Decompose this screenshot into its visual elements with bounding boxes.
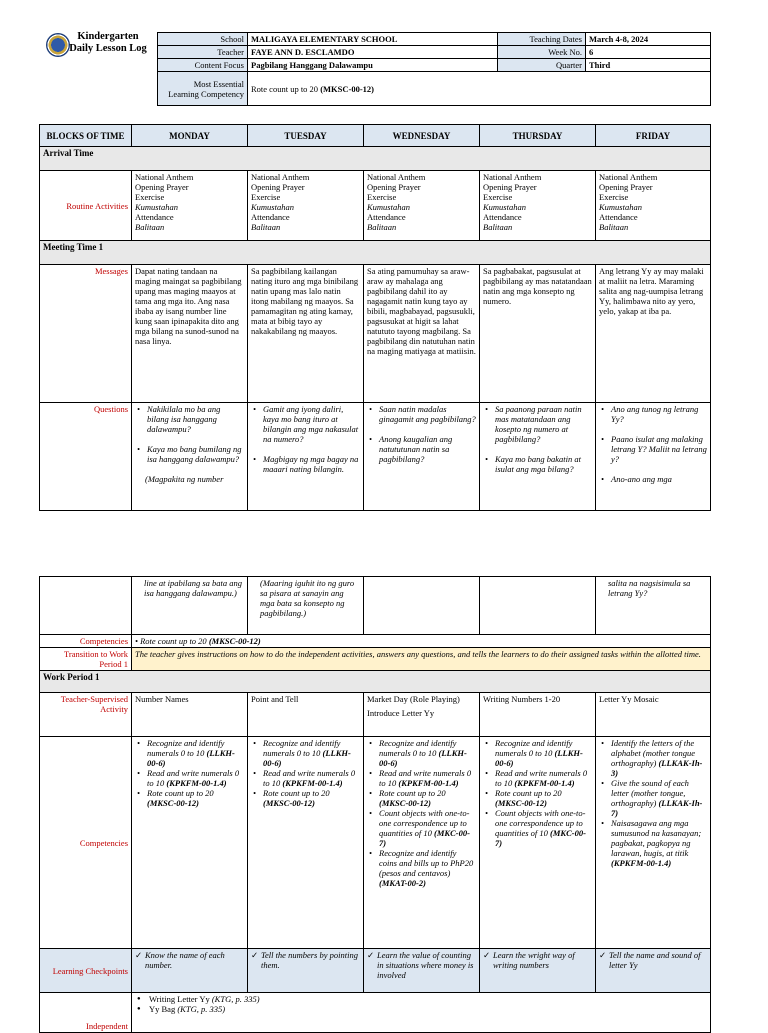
activity-friday: Letter Yy Mosaic — [596, 693, 711, 737]
question-item: • Anong kaugalian ang natututunan natin sa pagbibilang? — [377, 434, 476, 464]
checkpoint-friday — [596, 949, 711, 993]
routine-item: Attendance — [251, 212, 290, 222]
competency-text: Recognize and identify numerals 0 to 10 — [495, 738, 573, 758]
message-tuesday: Sa pagbibilang kailangan nating ituro ang mga binibilang natin upang mas lalo natin itong mabilang ng maayos. Sa pamamagitan ng ating kamay, mata at bibig tayo ay nakakabilang ng maayos. — [248, 265, 364, 403]
routine-item: Exercise — [135, 192, 165, 202]
competency-code: (KPKFM-00-1.4) — [166, 778, 227, 788]
daily-schedule-table-continued — [39, 576, 711, 1033]
competency-code: (MKAT-00-2) — [379, 878, 426, 888]
competency-text: Rote count up to 20 — [147, 788, 214, 798]
questions-wednesday — [364, 403, 480, 511]
teacher-supervised-label: Teacher-Supervised Activity — [40, 693, 132, 737]
routine-item: Opening Prayer — [135, 182, 189, 192]
checkpoint-tuesday — [248, 949, 364, 993]
competency-item — [377, 808, 476, 848]
routine-item: National Anthem — [251, 172, 310, 182]
activity-title: Market Day (Role Playing) — [367, 694, 460, 704]
competencies-label: Competencies — [40, 635, 132, 648]
competency-item — [261, 738, 360, 768]
competency-text: Count objects with one-to-one correspondence up to quantities of 10 — [379, 808, 470, 838]
questions-friday — [596, 403, 711, 511]
continued-wednesday — [364, 577, 480, 635]
mec-text: Rote count up to 20 — [251, 83, 321, 94]
independent-activities — [132, 993, 711, 1033]
competency-code: (LLKH-00-6) — [147, 748, 235, 768]
competency-text: Read and write numerals 0 to 10 — [147, 768, 240, 788]
question-item: • Kaya mo bang bumilang ng isa hanggang dalawampu? — [145, 444, 244, 464]
independent-item — [149, 994, 707, 1004]
continued-friday: salita na nagsisimula sa letrang Yy? — [596, 577, 711, 635]
competency-text: Recognize and identify numerals 0 to 10 — [263, 738, 341, 758]
activity-thursday: Writing Numbers 1-20 — [480, 693, 596, 737]
routine-cell-monday — [132, 171, 248, 241]
quarter-value: Third — [586, 59, 711, 72]
competency-code: (KPKFM-00-1.4) — [611, 858, 672, 868]
independent-ref: (KTG, p. 335) — [211, 994, 260, 1004]
competency-text: Identify the letters of the alphabet (mother tongue orthography) — [611, 738, 696, 768]
section-arrival-time: Arrival Time — [40, 147, 711, 171]
message-thursday: Sa pagbabakat, pagsusulat at pagbibilang ay mas natatandaan natin ang mga konsepto ng numero. — [480, 265, 596, 403]
teacher-label: Teacher — [158, 46, 248, 59]
title-line-2: Daily Lesson Log — [69, 43, 147, 54]
messages-label: Messages — [40, 265, 132, 403]
mec-value — [248, 72, 711, 106]
competency-code: (MKC-00-7) — [379, 828, 470, 848]
competency-code: (MKSC-00-12) — [379, 798, 431, 808]
routine-item: National Anthem — [135, 172, 194, 182]
message-monday: Dapat nating tandaan na maging maingat sa pagbibilang upang mas maging maayos at tama ang mga ito. Ang nasa ibaba ay isang number line kung saan ipinapakita dito ang mga bilang na sunod-sunod na nasa linya. — [132, 265, 248, 403]
independent-ref: (KTG, p. 335) — [177, 1004, 226, 1014]
day-header-tuesday: TUESDAY — [248, 125, 364, 147]
competency-text: Recognize and identify coins and bills up to PhP20 (pesos and centavos) — [379, 848, 474, 878]
competency-text: Read and write numerals 0 to 10 — [263, 768, 356, 788]
routine-item: Exercise — [483, 192, 513, 202]
question-item: • Sa paanong paraan natin mas matatandaan ang kosepto ng numero at pagbibilang? — [493, 404, 592, 444]
competency-item — [609, 778, 707, 818]
question-item: • Nakikilala mo ba ang bilang isa hanggang dalawampu? — [145, 404, 244, 434]
competency-text: Naisasagawa ang mga sumusunod na kasanayan; pagbakat, pagkopya ng larawan, hugis, at titik — [611, 818, 702, 858]
checkpoint-wednesday — [364, 949, 480, 993]
mec-code: (MKSC-00-12) — [320, 83, 375, 94]
blocks-of-time-header: BLOCKS OF TIME — [40, 125, 132, 147]
competency-item — [609, 818, 707, 868]
competency-item — [145, 738, 244, 768]
question-item: • Gamit ang iyong daliri, kaya mo bang ituro at bilangin ang mga nakasulat na numero? — [261, 404, 360, 444]
daily-schedule-table — [39, 124, 711, 511]
competency-code: (MKSC-00-12) — [495, 798, 547, 808]
competency-code: (KPKFM-00-1.4) — [282, 778, 343, 788]
question-note: (Magpakita ng number — [145, 474, 224, 484]
day-header-wednesday: WEDNESDAY — [364, 125, 480, 147]
document-title — [62, 31, 154, 55]
competency-code: (LLKAK-Ih-3) — [611, 758, 703, 778]
checkpoint-monday — [132, 949, 248, 993]
routine-item: Opening Prayer — [251, 182, 305, 192]
routine-item: National Anthem — [599, 172, 658, 182]
routine-cell-tuesday — [248, 171, 364, 241]
checkpoint-item: ✓ Tell the name and sound of letter Yy — [609, 950, 707, 970]
question-item: • Saan natin madalas ginagamit ang pagbibilang? — [377, 404, 476, 424]
independent-label: Independent — [40, 993, 132, 1033]
message-wednesday: Sa ating pamumuhay sa araw-araw ay mahalaga ang pagbibilang dahil ito ay nagagamit natin kung tayo ay bibili, magbabayad, pagsusukli, pagsusukat at higit sa lahat natututo tayong magbilang. Sa pagbibilang din natutuhan natin na maging matiyaga at matiisin. — [364, 265, 480, 403]
transition-text: The teacher gives instructions on how to do the independent activities, answers any questions, and tells the learners to do their assigned tasks within the allotted time. — [132, 648, 711, 671]
competencies-thursday — [480, 737, 596, 949]
dates-value: March 4-8, 2024 — [586, 33, 711, 46]
competencies-tuesday — [248, 737, 364, 949]
competency-item — [493, 768, 592, 788]
routine-cell-friday — [596, 171, 711, 241]
competency-text: Rote count up to 20 — [495, 788, 562, 798]
competencies-label-2: Competencies — [40, 737, 132, 949]
routine-item: National Anthem — [483, 172, 542, 182]
competency-text: Read and write numerals 0 to 10 — [495, 768, 588, 788]
questions-thursday — [480, 403, 596, 511]
checkpoint-item: ✓ Tell the numbers by pointing them. — [261, 950, 360, 970]
section-meeting-time-1: Meeting Time 1 — [40, 241, 711, 265]
routine-item: Opening Prayer — [599, 182, 653, 192]
competency-item — [145, 768, 244, 788]
competency-text: Recognize and identify numerals 0 to 10 — [147, 738, 225, 758]
competencies-monday — [132, 737, 248, 949]
school-value: MALIGAYA ELEMENTARY SCHOOL — [248, 33, 498, 46]
transition-label: Transition to Work Period 1 — [40, 648, 132, 671]
competency-code: (KPKFM-00-1.4) — [514, 778, 575, 788]
routine-item: Balitaan — [135, 222, 165, 232]
competency-item — [261, 768, 360, 788]
competency-item — [377, 768, 476, 788]
focus-label: Content Focus — [158, 59, 248, 72]
day-header-thursday: THURSDAY — [480, 125, 596, 147]
question-item: • Paano isulat ang malaking letrang Y? Maliit na letrang y? — [609, 434, 707, 464]
independent-text: Writing Letter Yy — [149, 994, 212, 1004]
checkpoint-item: ✓ Learn the wright way of writing numbers — [493, 950, 592, 970]
teacher-value: FAYE ANN D. ESCLAMDO — [248, 46, 498, 59]
routine-item: Balitaan — [251, 222, 281, 232]
routine-item: Opening Prayer — [367, 182, 421, 192]
competency-code: (LLKH-00-6) — [495, 748, 583, 768]
routine-item: Kumustahan — [135, 202, 178, 212]
question-item: • Magbigay ng mga bagay na maaari nating bilangin. — [261, 454, 360, 474]
questions-tuesday — [248, 403, 364, 511]
question-item: • Ano-ano ang mga — [609, 474, 707, 484]
competency-text: Give the sound of each letter (mother tongue, orthography) — [611, 778, 689, 808]
routine-item: Attendance — [367, 212, 406, 222]
competency-item — [377, 788, 476, 808]
quarter-label: Quarter — [498, 59, 586, 72]
competency-text: Read and write numerals 0 to 10 — [379, 768, 472, 788]
competencies-friday — [596, 737, 711, 949]
school-label: School — [158, 33, 248, 46]
routine-item: Exercise — [367, 192, 397, 202]
message-friday: Ang letrang Yy ay may malaki at maliit na letra. Maraming salita ang nag-uumpisa letrang Yy, halimbawa nito ay yero, yelo, yakap at iba pa. — [596, 265, 711, 403]
competency-code: (KPKFM-00-1.4) — [398, 778, 459, 788]
routine-item: Attendance — [483, 212, 522, 222]
focus-value: Pagbilang Hanggang Dalawampu — [248, 59, 498, 72]
competency-text: Rote count up to 20 — [140, 636, 209, 646]
day-header-monday: MONDAY — [132, 125, 248, 147]
routine-item: Kumustahan — [599, 202, 642, 212]
week-label: Week No. — [498, 46, 586, 59]
questions-monday — [132, 403, 248, 511]
competency-item — [145, 788, 244, 808]
competency-item — [377, 738, 476, 768]
routine-item: Attendance — [135, 212, 174, 222]
learning-checkpoints-label: Learning Checkpoints — [40, 949, 132, 993]
routine-item: Balitaan — [367, 222, 397, 232]
continued-thursday — [480, 577, 596, 635]
continued-monday: line at ipabilang sa bata ang isa hanggang dalawampu.) — [132, 577, 248, 635]
competency-code: (LLKH-00-6) — [379, 748, 467, 768]
competency-item — [493, 788, 592, 808]
competency-code: (MKSC-00-12) — [208, 636, 261, 646]
week-value: 6 — [586, 46, 711, 59]
continued-label-cell — [40, 577, 132, 635]
routine-item: Exercise — [599, 192, 629, 202]
routine-item: Kumustahan — [483, 202, 526, 212]
activity-wednesday — [364, 693, 480, 737]
competency-code: (MKSC-00-12) — [263, 798, 315, 808]
competencies-wednesday — [364, 737, 480, 949]
competency-item — [261, 788, 360, 808]
dates-label: Teaching Dates — [498, 33, 586, 46]
competency-code: (MKC-00-7) — [495, 828, 586, 848]
competency-item — [377, 848, 476, 888]
competency-text: Count objects with one-to-one correspondence up to quantities of 10 — [495, 808, 586, 838]
competency-text: Recognize and identify numerals 0 to 10 — [379, 738, 457, 758]
competencies-text: • Rote count up to 20 (MKSC-00-12) — [132, 635, 711, 648]
question-item: • Ano ang tunog ng letrang Yy? — [609, 404, 707, 424]
activity-tuesday: Point and Tell — [248, 693, 364, 737]
activity-subtitle: Introduce Letter Yy — [367, 708, 435, 718]
routine-activities-label: Routine Activities — [40, 171, 132, 241]
competency-text: Rote count up to 20 — [263, 788, 330, 798]
routine-item: Attendance — [599, 212, 638, 222]
routine-item: Balitaan — [483, 222, 513, 232]
activity-monday: Number Names — [132, 693, 248, 737]
title-line-1: Kindergarten — [77, 31, 139, 42]
independent-text: Yy Bag — [149, 1004, 178, 1014]
independent-item — [149, 1004, 707, 1014]
section-work-period-1: Work Period 1 — [40, 671, 711, 693]
continued-tuesday: (Maaring iguhit ito ng guro sa pisara at sanayin ang mga bata sa konsepto ng pagbibilang.) — [248, 577, 364, 635]
routine-cell-wednesday — [364, 171, 480, 241]
competency-code: (LLKH-00-6) — [263, 748, 351, 768]
routine-item: Kumustahan — [251, 202, 294, 212]
header-table — [157, 32, 711, 106]
routine-item: Opening Prayer — [483, 182, 537, 192]
routine-item: Kumustahan — [367, 202, 410, 212]
checkpoint-item: ✓ Learn the value of counting in situations where money is involved — [377, 950, 476, 980]
questions-label: Questions — [40, 403, 132, 511]
question-item: • Kaya mo bang bakatin at isulat ang mga bilang? — [493, 454, 592, 474]
checkpoint-item: ✓ Know the name of each number. — [145, 950, 244, 970]
competency-item — [609, 738, 707, 778]
competency-code: (LLKAK-Ih-7) — [611, 798, 703, 818]
competency-code: (MKSC-00-12) — [147, 798, 199, 808]
routine-cell-thursday — [480, 171, 596, 241]
routine-item: Exercise — [251, 192, 281, 202]
competency-text: Rote count up to 20 — [379, 788, 446, 798]
mec-label: Most Essential Learning Competency — [158, 72, 248, 106]
competency-item — [493, 738, 592, 768]
routine-item: National Anthem — [367, 172, 426, 182]
routine-item: Balitaan — [599, 222, 629, 232]
competency-item — [493, 808, 592, 848]
checkpoint-thursday — [480, 949, 596, 993]
day-header-friday: FRIDAY — [596, 125, 711, 147]
